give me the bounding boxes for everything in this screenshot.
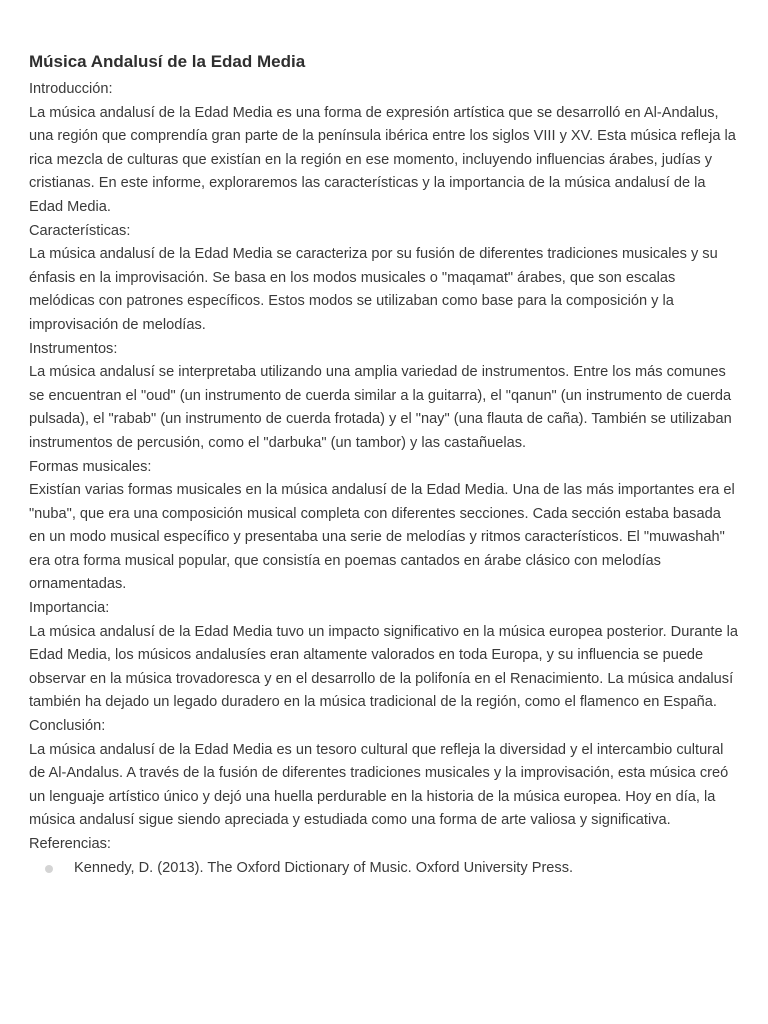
section-body: Existían varias formas musicales en la música andalusí de la Edad Media. Una de las más importantes era el "nuba", que era una composición musical completa con diferentes secciones. Cada sección estaba basada en un modo musical específico y presentaba una serie de melodías y ritmos característicos. El "muwashah" era otra forma musical popular, que consistía en poemas cantados en árabe clásico con melodías ornamentadas.	[29, 482, 735, 593]
section-heading: Introducción:	[29, 81, 113, 97]
section-caracteristicas	[29, 220, 740, 338]
section-body: La música andalusí se interpretaba utilizando una amplia variedad de instrumentos. Entre los más comunes se encuentran el "oud" (un instrumento de cuerda similar a la guitarra), el "qanun" (un instrumento de cuerda pulsada), el "rabab" (un instrumento de cuerda frotada) y el "nay" (una flauta de caña). También se utilizaban instrumentos de percusión, como el "darbuka" (un tambor) y las castañuelas.	[29, 364, 732, 451]
reference-item	[29, 857, 740, 881]
section-references	[29, 833, 740, 880]
section-body: La música andalusí de la Edad Media es una forma de expresión artística que se desarrolló en Al-Andalus, una región que comprendía gran parte de la península ibérica entre los siglos VIII y XV. Esta música refleja la rica mezcla de culturas que existían en la región en ese momento, incluyendo influencias árabes, judías y cristianas. En este informe, exploraremos las características y la importancia de la música andalusí de la Edad Media.	[29, 104, 736, 215]
references-list	[29, 857, 740, 881]
section-heading: Instrumentos:	[29, 340, 118, 357]
references-heading: Referencias:	[29, 836, 111, 852]
section-body: La música andalusí de la Edad Media es un tesoro cultural que refleja la diversidad y el intercambio cultural de Al-Andalus. A través de la fusión de diferentes tradiciones musicales y la improvisación, esta música creó un lenguaje artístico único y dejó una huella perdurable en la historia de la música europea. Hoy en día, la música andalusí sigue siendo apreciada y estudiada como una forma de arte valiosa y significativa.	[29, 741, 729, 829]
reference-text: Kennedy, D. (2013). The Oxford Dictionary of Music. Oxford University Press.	[74, 859, 574, 876]
document-title: Música Andalusí de la Edad Media	[29, 52, 306, 71]
section-conclusion	[29, 715, 740, 833]
bullet-icon	[45, 865, 53, 873]
section-body: La música andalusí de la Edad Media tuvo un impacto significativo en la música europea posterior. Durante la Edad Media, los músicos andalusíes eran altamente valorados en toda Europa, y su influencia se puede observar en la música trovadoresca y en el desarrollo de la polifonía en el Renacimiento. La música andalusí también ha dejado un legado duradero en la música tradicional de la región, como el flamenco en España.	[29, 623, 739, 711]
section-heading: Formas musicales:	[29, 458, 152, 475]
section-importancia	[29, 597, 740, 715]
section-heading: Conclusión:	[29, 718, 106, 735]
section-heading: Características:	[29, 222, 131, 239]
section-instrumentos	[29, 338, 740, 456]
section-body: La música andalusí de la Edad Media se caracteriza por su fusión de diferentes tradiciones musicales y su énfasis en la improvisación. Se basa en los modos musicales o "maqamat" árabes, que son escalas melódicas con patrones específicos. Estos modos se utilizaban como base para la composición y la improvisación de melodías.	[29, 246, 718, 333]
section-introduction	[29, 78, 740, 220]
section-formas-musicales	[29, 456, 740, 598]
section-heading: Importancia:	[29, 600, 110, 617]
